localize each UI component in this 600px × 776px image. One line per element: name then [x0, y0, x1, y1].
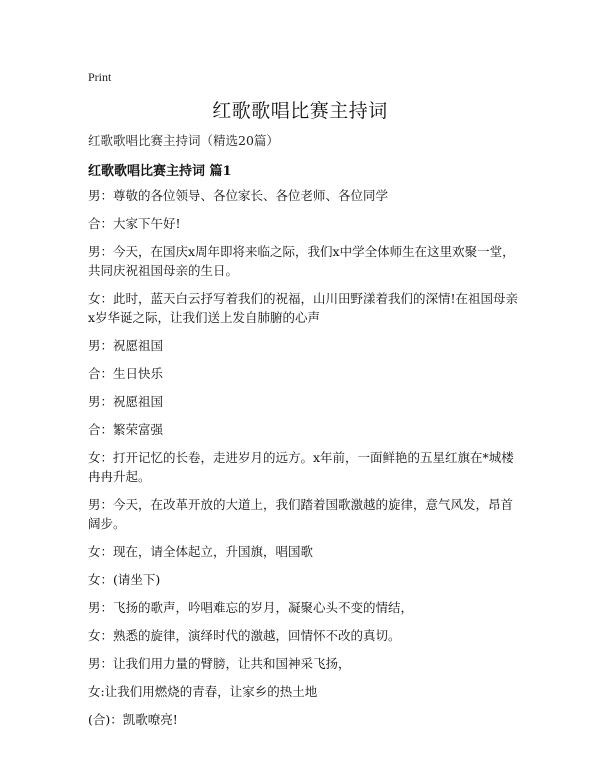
document-subtitle: 红歌歌唱比赛主持词（精选20篇） [88, 133, 279, 148]
paragraph: 女:让我们用燃烧的青春，让家乡的热土地 [88, 684, 318, 699]
paragraph: (合)：凯歌嘹亮! [88, 712, 178, 727]
paragraph: 合：大家下午好! [88, 216, 181, 231]
paragraph: 男：今天，在改革开放的大道上，我们踏着国歌激越的旋律，意气风发，昂首阔步。 [88, 497, 514, 531]
paragraph: 女：现在，请全体起立，升国旗，唱国歌 [88, 544, 314, 559]
paragraph: 男：祝愿祖国 [88, 338, 164, 353]
paragraph: 男：飞扬的歌声，吟唱难忘的岁月，凝聚心头不变的情结， [88, 600, 414, 615]
document-title: 红歌歌唱比赛主持词 [212, 100, 388, 122]
paragraph: 男：让我们用力量的臂膀，让共和国神采飞扬， [88, 656, 351, 671]
paragraph: 男：今天，在国庆x周年即将来临之际，我们x中学全体师生在这里欢聚一堂，共同庆祝祖国母亲的生日。 [88, 244, 515, 278]
paragraph: 男：祝愿祖国 [88, 394, 164, 409]
paragraph: 女：熟悉的旋律，演绎时代的激越，回情怀不改的真切。 [88, 628, 401, 643]
paragraph: 合：生日快乐 [88, 366, 164, 381]
document-body [88, 186, 520, 738]
paragraph: 合：繁荣富强 [88, 422, 164, 437]
print-label: Print [88, 70, 112, 84]
paragraph: 女：打开记忆的长卷，走进岁月的远方。x年前，一面鲜艳的五星红旗在*城楼冉冉升起。 [88, 450, 514, 484]
paragraph: 女：(请坐下) [88, 572, 161, 587]
paragraph: 女：此时，蓝天白云抒写着我们的祝福，山川田野漾着我们的深情!在祖国母亲x岁华诞之际，让我们送上发自肺腑的心声 [88, 291, 519, 325]
paragraph: 男：尊敬的各位领导、各位家长、各位老师、各位同学 [88, 188, 389, 203]
section-heading: 红歌歌唱比赛主持词 篇1 [88, 164, 232, 179]
